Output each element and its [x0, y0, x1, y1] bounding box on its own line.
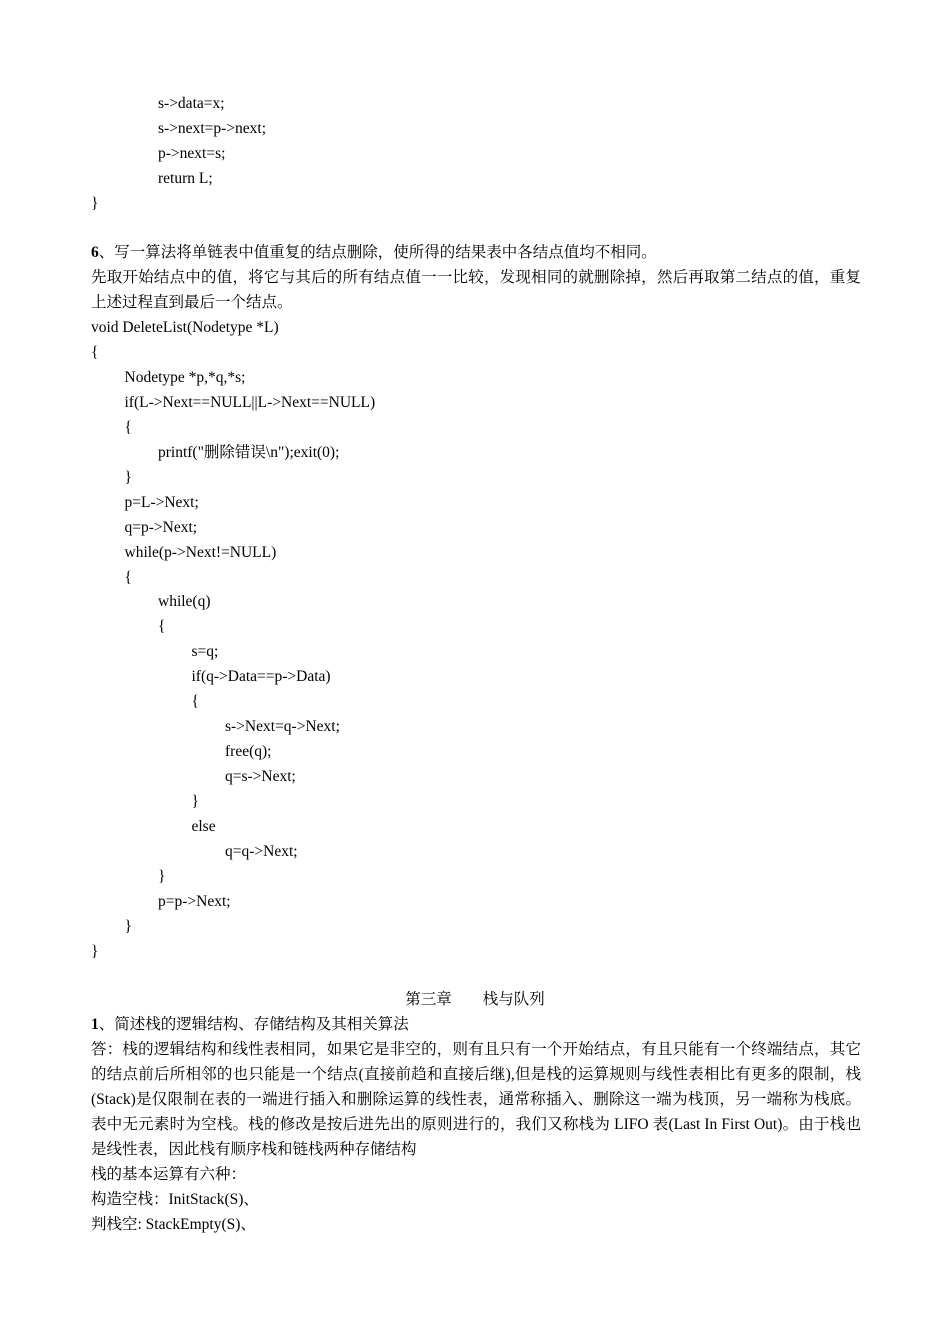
- chapter-title: 第三章 栈与队列: [405, 991, 545, 1008]
- code-line: else: [191, 818, 216, 835]
- code-line: {: [91, 343, 99, 361]
- question-1-heading: [91, 1015, 409, 1035]
- question-6-explanation: 先取开始结点中的值，将它与其后的所有结点值一一比较，发现相同的就删除掉，然后再取第二结点的值，重复上述过程直到最后一个结点。: [91, 269, 861, 311]
- code-line: {: [124, 418, 132, 436]
- code-line: Nodetype *p,*q,*s;: [124, 368, 246, 386]
- question-6-heading: [91, 243, 657, 263]
- code-line: {: [158, 618, 166, 636]
- code-line: }: [91, 942, 99, 960]
- code-line: free(q);: [225, 743, 272, 761]
- code-line: {: [191, 693, 199, 711]
- code-line: void DeleteList(Nodetype *L): [91, 319, 279, 336]
- code-line: p=L->Next;: [124, 493, 199, 511]
- code-line: q=p->Next;: [124, 518, 198, 536]
- code-line: q=q->Next;: [225, 842, 298, 860]
- stack-op-item: 判栈空: StackEmpty(S)、: [91, 1216, 256, 1233]
- code-line: p->next=s;: [158, 144, 226, 162]
- code-line: }: [91, 194, 99, 212]
- code-line: s->data=x;: [158, 95, 225, 112]
- code-line: if(L->Next==NULL||L->Next==NULL): [124, 393, 376, 411]
- code-line: return L;: [158, 169, 213, 187]
- code-line: while(q): [158, 593, 211, 611]
- code-line: if(q->Data==p->Data): [191, 668, 331, 686]
- code-line: q=s->Next;: [225, 768, 296, 786]
- code-line: }: [191, 793, 199, 811]
- code-line: while(p->Next!=NULL): [124, 543, 277, 561]
- code-line: printf("删除错误\n");exit(0);: [158, 443, 340, 461]
- code-line: s->next=p->next;: [158, 119, 267, 137]
- code-line: {: [124, 568, 132, 586]
- code-line: s->Next=q->Next;: [225, 718, 340, 736]
- stack-ops-intro: 栈的基本运算有六种：: [91, 1166, 247, 1183]
- code-line: }: [124, 468, 132, 486]
- code-line: p=p->Next;: [158, 892, 231, 910]
- question-number: 1: [91, 1016, 99, 1033]
- question-title: 、简述栈的逻辑结构、存储结构及其相关算法: [98, 1016, 409, 1033]
- code-line: }: [124, 917, 132, 935]
- code-line: s=q;: [191, 643, 219, 661]
- question-number: 6: [91, 244, 99, 261]
- question-1-answer: 答：栈的逻辑结构和线性表相同，如果它是非空的，则有且只有一个开始结点，有且只能有一个终端结点，其它的结点前后所相邻的也只能是一个结点(直接前趋和直接后继),但是栈的运算规则与线性表相比有更多的限制，栈(Stack)是仅限制在表的一端进行插入和删除运算的线性表，通常称插入、删除这一端为栈顶，另一端称为栈底。表中无元素时为空栈。栈的修改是按后进先出的原则进行的，我们又称栈为 LIFO 表(Last In First Out)。由于栈也是线性表，因此栈有顺序栈和链栈两种存储结构: [91, 1041, 861, 1158]
- stack-op-item: 构造空栈：InitStack(S)、: [91, 1191, 259, 1208]
- question-title: 、写一算法将单链表中值重复的结点删除，使所得的结果表中各结点值均不相同。: [98, 244, 657, 261]
- code-line: }: [158, 867, 166, 885]
